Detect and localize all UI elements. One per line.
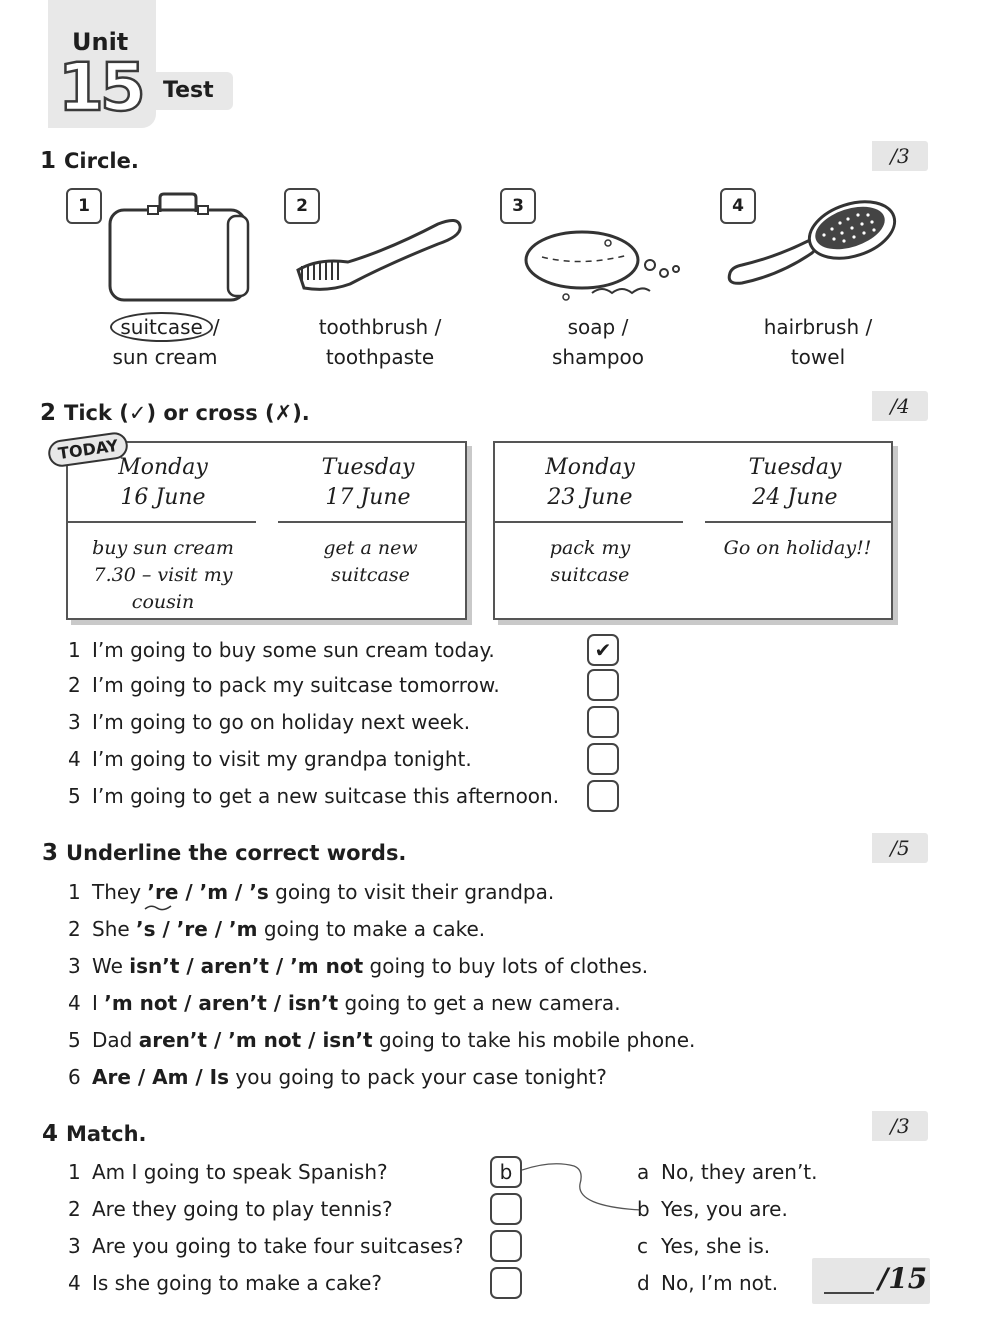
- match-answer-c-letter: c: [637, 1234, 648, 1258]
- underline-mark-example: [143, 903, 173, 913]
- underline-sentence-6-options[interactable]: Are / Am / Is: [92, 1065, 230, 1089]
- tick-box-2[interactable]: [587, 669, 619, 701]
- match-answer-a-text: No, they aren’t.: [661, 1160, 818, 1184]
- underline-sentence-3-post: going to buy lots of clothes.: [363, 954, 649, 978]
- calendar-right-col2-day: Tuesday: [748, 455, 842, 480]
- match-connector-line: [522, 1158, 642, 1218]
- section3-title: [42, 840, 406, 866]
- caption-soap-line2: shampoo: [551, 345, 644, 369]
- tick-sentence-1: [68, 638, 495, 662]
- unit-number: 15: [58, 49, 142, 126]
- tick-sentence-2: [68, 673, 500, 697]
- caption-suitcase: [65, 312, 265, 372]
- match-question-3: [68, 1234, 464, 1258]
- section2-score: /4: [872, 391, 928, 421]
- calendar-right-note-1: pack my: [549, 537, 631, 559]
- section4-title-text: Match.: [66, 1122, 147, 1146]
- test-label: Test: [163, 78, 214, 103]
- picture-number-4: 4: [720, 188, 756, 224]
- section2-number: 2: [40, 400, 57, 426]
- match-question-4-number: 4: [68, 1271, 81, 1295]
- caption-toothbrush-line1: toothbrush /: [318, 315, 442, 339]
- caption-suitcase-slash: /: [212, 315, 220, 339]
- underline-sentence-5-options[interactable]: aren’t / ’m not / isn’t: [138, 1028, 373, 1052]
- underline-sentence-4-number: 4: [68, 991, 81, 1015]
- underline-sentence-2-post: going to make a cake.: [257, 917, 486, 941]
- caption-hairbrush-line2: towel: [790, 345, 846, 369]
- match-question-1-number: 1: [68, 1160, 81, 1184]
- calendar-left-col2-notes: [278, 535, 463, 589]
- match-answer-a: [637, 1160, 818, 1184]
- picture-number-2: 2: [284, 188, 320, 224]
- calendar-left-col1-notes: [68, 535, 258, 616]
- match-box-4[interactable]: [490, 1267, 522, 1299]
- tick-sentence-4: [68, 747, 472, 771]
- tick-box-3[interactable]: [587, 706, 619, 738]
- tick-sentence-5-number: 5: [68, 784, 81, 808]
- underline-sentence-4-post: going to get a new camera.: [338, 991, 621, 1015]
- match-question-4-text: Is she going to make a cake?: [92, 1271, 383, 1295]
- picture-number-1: 1: [66, 188, 102, 224]
- calendar-left-note-2: 7.30 – visit my: [93, 564, 233, 586]
- underline-sentence-4-pre: I: [92, 991, 105, 1015]
- calendar-right-note-3: Go on holiday!!: [723, 537, 872, 559]
- underline-sentence-3: [68, 954, 648, 978]
- tick-sentence-1-number: 1: [68, 638, 81, 662]
- tick-box-1[interactable]: ✔: [587, 634, 619, 666]
- picture-number-3: 3: [500, 188, 536, 224]
- tick-sentence-1-text: I’m going to buy some sun cream today.: [92, 638, 495, 662]
- calendar-right-col2-notes: [705, 535, 890, 562]
- calendar-left: [66, 441, 467, 620]
- soap-picture: [522, 225, 687, 305]
- total-score-blank[interactable]: [824, 1292, 874, 1294]
- calendar-left-col1-header: [78, 453, 248, 513]
- underline-sentence-4: [68, 991, 621, 1015]
- calendar-left-col2-header: [283, 453, 453, 513]
- underline-sentence-3-number: 3: [68, 954, 81, 978]
- section1-number: 1: [40, 148, 57, 174]
- section3-score: /5: [872, 833, 928, 863]
- tick-box-4[interactable]: [587, 743, 619, 775]
- underline-sentence-1-options[interactable]: ’re / ’m / ’s: [147, 880, 269, 904]
- tick-sentence-5: [68, 784, 559, 808]
- match-box-2[interactable]: [490, 1193, 522, 1225]
- match-answer-b-letter: b: [637, 1197, 650, 1221]
- calendar-right-col1-header: [505, 453, 675, 513]
- section1-title-text: Circle.: [64, 149, 139, 173]
- section4-title: [42, 1121, 147, 1147]
- match-question-1: [68, 1160, 388, 1184]
- calendar-right-col1-date: 23 June: [547, 485, 633, 510]
- match-box-1[interactable]: b: [490, 1156, 522, 1188]
- match-question-4: [68, 1271, 382, 1295]
- caption-soap-line1: soap /: [567, 315, 629, 339]
- section2-title-text: Tick (✓) or cross (✗).: [64, 401, 310, 425]
- tick-box-5[interactable]: [587, 780, 619, 812]
- underline-sentence-2-number: 2: [68, 917, 81, 941]
- match-answer-d: [637, 1271, 778, 1295]
- underline-sentence-1: [68, 880, 554, 904]
- calendar-left-note-1: buy sun cream: [92, 537, 234, 559]
- match-question-3-text: Are you going to take four suitcases?: [92, 1234, 464, 1258]
- match-answer-b-text: Yes, you are.: [661, 1197, 788, 1221]
- match-answer-a-letter: a: [637, 1160, 650, 1184]
- section1-score: /3: [872, 141, 928, 171]
- match-question-2-text: Are they going to play tennis?: [92, 1197, 393, 1221]
- calendar-right-col1-notes: [495, 535, 685, 589]
- underline-sentence-3-options[interactable]: isn’t / aren’t / ’m not: [129, 954, 364, 978]
- calendar-left-divider-1: [68, 521, 256, 523]
- calendar-left-note-4: get a new: [323, 537, 418, 559]
- calendar-left-col1-day: Monday: [118, 455, 208, 480]
- calendar-right-col1-day: Monday: [545, 455, 635, 480]
- underline-sentence-5-post: going to take his mobile phone.: [372, 1028, 696, 1052]
- section4-number: 4: [42, 1121, 59, 1147]
- caption-soap: [498, 312, 698, 372]
- tick-sentence-3-text: I’m going to go on holiday next week.: [92, 710, 471, 734]
- underline-sentence-1-post: going to visit their grandpa.: [268, 880, 555, 904]
- calendar-left-col1-date: 16 June: [120, 485, 206, 510]
- calendar-right-col2-date: 24 June: [752, 485, 838, 510]
- underline-sentence-2: [68, 917, 485, 941]
- underline-sentence-5-number: 5: [68, 1028, 81, 1052]
- underline-sentence-3-pre: We: [92, 954, 130, 978]
- match-answer-c-text: Yes, she is.: [661, 1234, 771, 1258]
- underline-sentence-6-number: 6: [68, 1065, 81, 1089]
- match-answer-d-text: No, I’m not.: [661, 1271, 779, 1295]
- calendar-right-col2-header: [710, 453, 880, 513]
- match-question-3-number: 3: [68, 1234, 81, 1258]
- section1-title: [40, 148, 139, 174]
- suitcase-word-circled: suitcase: [110, 312, 212, 342]
- caption-hairbrush-line1: hairbrush /: [763, 315, 873, 339]
- total-score-label: /15: [878, 1262, 928, 1295]
- calendar-left-col2-day: Tuesday: [321, 455, 415, 480]
- tick-sentence-3: [68, 710, 470, 734]
- underline-sentence-1-pre: They: [92, 880, 148, 904]
- calendar-right: [493, 441, 893, 620]
- calendar-right-divider-2: [705, 521, 891, 523]
- suitcase-picture: [100, 190, 260, 310]
- match-box-3[interactable]: [490, 1230, 522, 1262]
- hairbrush-picture: [720, 195, 900, 295]
- unit-header: [28, 0, 233, 128]
- match-question-2: [68, 1197, 393, 1221]
- today-tag: TODAY: [47, 431, 130, 469]
- toothbrush-picture: [288, 210, 468, 300]
- underline-sentence-2-options[interactable]: ’s / ’re / ’m: [136, 917, 258, 941]
- underline-sentence-6-post: you going to pack your case tonight?: [229, 1065, 607, 1089]
- underline-sentence-2-pre: She: [92, 917, 137, 941]
- underline-sentence-5: [68, 1028, 695, 1052]
- match-question-1-text: Am I going to speak Spanish?: [92, 1160, 388, 1184]
- match-answer-d-letter: d: [637, 1271, 650, 1295]
- section2-title: [40, 400, 310, 426]
- match-answer-c: [637, 1234, 770, 1258]
- caption-suitcase-line2: sun cream: [112, 345, 218, 369]
- section3-number: 3: [42, 840, 59, 866]
- match-question-2-number: 2: [68, 1197, 81, 1221]
- unit-label: Unit: [72, 28, 129, 56]
- underline-sentence-5-pre: Dad: [92, 1028, 139, 1052]
- section4-score: /3: [872, 1111, 928, 1141]
- calendar-right-note-2: suitcase: [550, 564, 630, 586]
- tick-sentence-4-number: 4: [68, 747, 81, 771]
- caption-toothbrush-line2: toothpaste: [325, 345, 435, 369]
- match-answer-b: [637, 1197, 788, 1221]
- tick-sentence-3-number: 3: [68, 710, 81, 734]
- calendar-left-note-5: suitcase: [331, 564, 410, 586]
- calendar-left-note-3: cousin: [131, 591, 195, 613]
- calendar-left-divider-2: [278, 521, 465, 523]
- underline-sentence-4-options[interactable]: ’m not / aren’t / isn’t: [104, 991, 339, 1015]
- calendar-right-divider-1: [495, 521, 683, 523]
- caption-hairbrush: [718, 312, 918, 372]
- tick-sentence-2-number: 2: [68, 673, 81, 697]
- calendar-left-col2-date: 17 June: [325, 485, 411, 510]
- section3-title-text: Underline the correct words.: [66, 841, 407, 865]
- tick-sentence-2-text: I’m going to pack my suitcase tomorrow.: [92, 673, 500, 697]
- underline-sentence-1-number: 1: [68, 880, 81, 904]
- caption-suitcase-line1: [110, 312, 219, 342]
- tick-sentence-5-text: I’m going to get a new suitcase this afternoon.: [92, 784, 560, 808]
- caption-toothbrush: [280, 312, 480, 372]
- tick-sentence-4-text: I’m going to visit my grandpa tonight.: [92, 747, 472, 771]
- underline-sentence-6: [68, 1065, 607, 1089]
